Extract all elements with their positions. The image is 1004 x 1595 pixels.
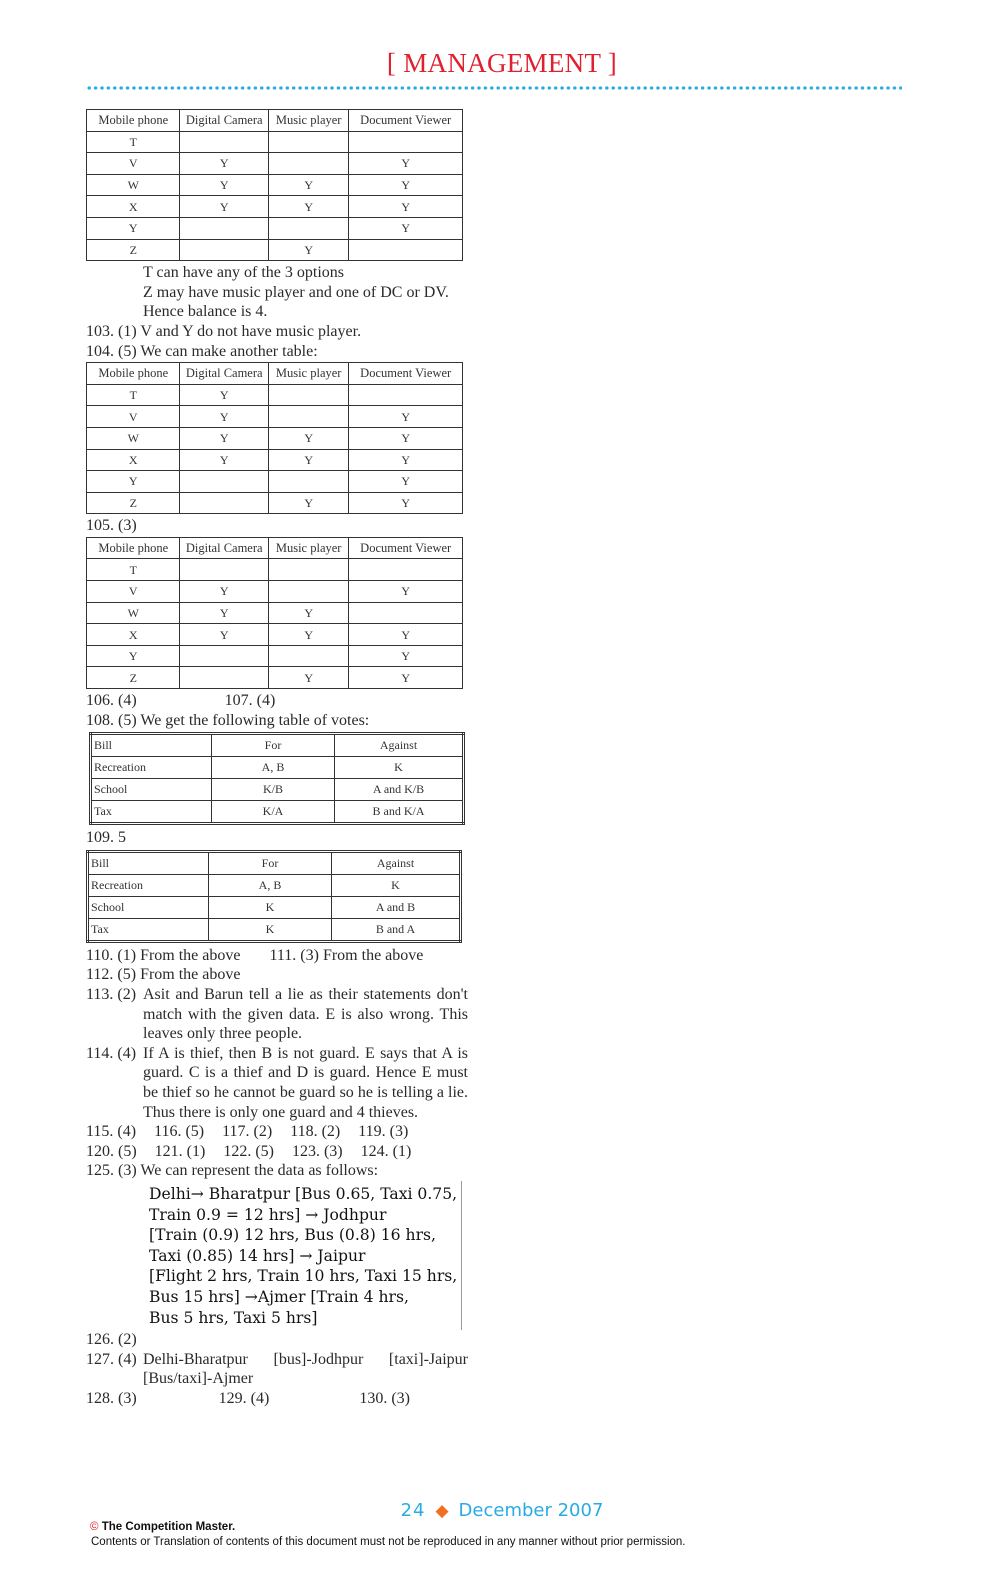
- table-cell: [349, 602, 463, 624]
- table-cell: [268, 153, 348, 175]
- table-header-cell: Document Viewer: [349, 363, 463, 385]
- copyright-line: [90, 1521, 235, 1533]
- table-cell: Y: [349, 471, 463, 493]
- answer-number: 127. (4): [86, 1350, 137, 1368]
- table-cell: K/A: [212, 801, 335, 824]
- answer-114: [86, 1044, 468, 1122]
- table-cell: [349, 559, 463, 581]
- table-cell: Y: [349, 174, 463, 196]
- table-cell: V: [87, 153, 180, 175]
- table-cell: Y: [180, 581, 268, 603]
- table-cell: [268, 581, 348, 603]
- answer-110: 110. (1) From the above: [86, 946, 241, 964]
- table-cell: T: [87, 559, 180, 581]
- table-row: [87, 384, 463, 406]
- table-cell: A, B: [212, 757, 335, 779]
- answer-122: 122. (5): [223, 1142, 274, 1160]
- table-cell: [268, 471, 348, 493]
- route-line: Bus 15 hrs] →Ajmer [Train 4 hrs,: [149, 1287, 409, 1306]
- note-line: T can have any of the 3 options: [143, 264, 344, 282]
- route-line: [Flight 2 hrs, Train 10 hrs, Taxi 15 hrs,: [149, 1267, 458, 1286]
- diamond-icon: ◆: [435, 1501, 449, 1521]
- table-header-cell: Mobile phone: [87, 363, 180, 385]
- table-header-cell: Music player: [268, 537, 348, 559]
- bill-header-cell: Against: [332, 851, 461, 874]
- table-row: [87, 239, 463, 261]
- phone-table-3: [86, 537, 463, 689]
- answer-115: 115. (4): [86, 1123, 137, 1141]
- table-cell: Recreation: [91, 757, 212, 779]
- page-footer: [0, 1500, 1004, 1521]
- answer-number: 114. (4): [86, 1044, 137, 1062]
- table-header-cell: Mobile phone: [87, 110, 180, 132]
- table-cell: Y: [349, 196, 463, 218]
- table-cell: V: [87, 406, 180, 428]
- bill-header-cell: Bill: [88, 851, 209, 874]
- table-cell: A and K/B: [335, 779, 464, 801]
- answer-106: 106. (4): [86, 692, 137, 710]
- note-line: Z may have music player and one of DC or DV.: [143, 283, 449, 301]
- table-cell: Y: [268, 196, 348, 218]
- route-line: Train 0.9 = 12 hrs] → Jodhpur: [149, 1205, 387, 1224]
- table-row: [87, 427, 463, 449]
- copyright-icon: ©: [90, 1521, 99, 1533]
- phone-table-1: [86, 109, 463, 261]
- table-cell: [349, 384, 463, 406]
- issue-date: December 2007: [458, 1500, 604, 1521]
- table-header-cell: Digital Camera: [180, 110, 268, 132]
- table-cell: W: [87, 427, 180, 449]
- note-line: Hence balance is 4.: [143, 303, 268, 321]
- table-cell: V: [87, 581, 180, 603]
- table-cell: K/B: [212, 779, 335, 801]
- table-row: [91, 779, 464, 801]
- table-cell: W: [87, 602, 180, 624]
- table-row: [87, 624, 463, 646]
- table-cell: Y: [180, 624, 268, 646]
- answer-number: 113. (2): [86, 986, 137, 1003]
- table-header-cell: Music player: [268, 363, 348, 385]
- table-row: [91, 757, 464, 779]
- table-cell: X: [87, 449, 180, 471]
- table-cell: Y: [87, 471, 180, 493]
- answer-row-115: [86, 1122, 468, 1142]
- table-cell: Y: [268, 449, 348, 471]
- table-cell: Y: [349, 406, 463, 428]
- answer-118: 118. (2): [290, 1123, 341, 1141]
- answer-row-110: [86, 946, 468, 966]
- table-cell: Y: [180, 174, 268, 196]
- table-row: [87, 131, 463, 153]
- table-cell: Y: [180, 406, 268, 428]
- table-cell: Tax: [91, 801, 212, 824]
- table-cell: [180, 667, 268, 689]
- table-cell: [180, 131, 268, 153]
- table-row: [87, 174, 463, 196]
- table-cell: [268, 384, 348, 406]
- table-cell: [268, 131, 348, 153]
- table-row: [87, 602, 463, 624]
- table-row: [87, 581, 463, 603]
- table-cell: [268, 406, 348, 428]
- table-header-cell: Music player: [268, 110, 348, 132]
- table-cell: K: [332, 874, 461, 896]
- copyright-notice: Contents or Translation of contents of this document must not be reproduced in any manner without prior permission.: [91, 1536, 686, 1548]
- table-cell: [268, 217, 348, 239]
- table-row: [87, 471, 463, 493]
- table-header-cell: Digital Camera: [180, 363, 268, 385]
- page-header-title: [ MANAGEMENT ]: [386, 48, 618, 78]
- route-box: [144, 1181, 462, 1330]
- votes-table-2: [86, 850, 462, 943]
- publisher-name: The Competition Master.: [101, 1521, 236, 1533]
- table-row: [87, 667, 463, 689]
- answer-107: 107. (4): [224, 692, 276, 710]
- table-cell: Recreation: [88, 874, 209, 896]
- table-cell: Z: [87, 239, 180, 261]
- answer-row-106: [86, 691, 468, 711]
- table-cell: K: [209, 896, 332, 918]
- answer-128: 128. (3): [86, 1389, 137, 1407]
- table-cell: Z: [87, 667, 180, 689]
- answer-text: Delhi-Bharatpur [bus]-Jodhpur [taxi]-Jaipur [Bus/taxi]-Ajmer: [143, 1350, 468, 1388]
- table-row: [88, 874, 461, 896]
- table-cell: Y: [87, 217, 180, 239]
- table-cell: [180, 217, 268, 239]
- table-cell: Y: [268, 667, 348, 689]
- table-cell: Y: [268, 602, 348, 624]
- table-cell: [180, 492, 268, 514]
- table-cell: X: [87, 624, 180, 646]
- table-cell: Y: [349, 217, 463, 239]
- answer-111: 111. (3) From the above: [269, 946, 424, 964]
- table-cell: Y: [268, 427, 348, 449]
- table-row: [87, 217, 463, 239]
- table-cell: A, B: [209, 874, 332, 896]
- table-cell: Y: [349, 492, 463, 514]
- answer-row-120: [86, 1142, 468, 1162]
- table-cell: Y: [180, 196, 268, 218]
- answer-108: 108. (5) We get the following table of votes:: [86, 711, 370, 729]
- table-row: [87, 196, 463, 218]
- table-cell: Y: [180, 427, 268, 449]
- table-cell: Y: [268, 492, 348, 514]
- table-header-cell: Mobile phone: [87, 537, 180, 559]
- table-cell: X: [87, 196, 180, 218]
- answer-105: 105. (3): [86, 517, 137, 535]
- answer-text: Asit and Barun tell a lie as their statements don't match with the given data. E is also wrong. This leaves only three people.: [143, 986, 468, 1043]
- table-cell: Y: [349, 667, 463, 689]
- table-cell: [268, 645, 348, 667]
- bill-header-cell: For: [209, 851, 332, 874]
- table-cell: Y: [180, 449, 268, 471]
- answer-119: 119. (3): [358, 1123, 409, 1141]
- table-cell: Y: [349, 449, 463, 471]
- table-cell: Y: [87, 645, 180, 667]
- answer-126: 126. (2): [86, 1331, 137, 1349]
- table-cell: Y: [349, 581, 463, 603]
- answer-121: 121. (1): [154, 1142, 206, 1160]
- table-cell: T: [87, 384, 180, 406]
- answer-103: 103. (1) V and Y do not have music player.: [86, 322, 362, 340]
- table-cell: Y: [268, 174, 348, 196]
- answer-109: 109. 5: [86, 829, 126, 847]
- table-cell: School: [88, 896, 209, 918]
- answer-113: [86, 985, 468, 1044]
- table-cell: W: [87, 174, 180, 196]
- table-cell: K: [335, 757, 464, 779]
- answer-125: 125. (3) We can represent the data as follows:: [86, 1162, 379, 1180]
- table-cell: Y: [180, 384, 268, 406]
- answer-column: [86, 108, 468, 1408]
- bill-header-cell: For: [212, 734, 335, 757]
- table-cell: Y: [180, 153, 268, 175]
- table-row: [88, 918, 461, 941]
- answer-117: 117. (2): [222, 1123, 273, 1141]
- table-cell: Y: [180, 602, 268, 624]
- answer-120: 120. (5): [86, 1142, 137, 1160]
- route-line: [Train (0.9) 12 hrs, Bus (0.8) 16 hrs,: [149, 1226, 436, 1245]
- table-cell: [180, 239, 268, 261]
- answer-112: 112. (5) From the above: [86, 966, 241, 984]
- answer-124: 124. (1): [360, 1142, 412, 1160]
- table-row: [88, 896, 461, 918]
- table-row: [87, 559, 463, 581]
- table-cell: School: [91, 779, 212, 801]
- table-cell: Y: [268, 239, 348, 261]
- route-line: Bus 5 hrs, Taxi 5 hrs]: [149, 1308, 318, 1327]
- answer-row-128: [86, 1389, 468, 1409]
- table-row: [87, 645, 463, 667]
- table-cell: [180, 645, 268, 667]
- dotted-divider: [86, 86, 902, 90]
- table-cell: Y: [349, 624, 463, 646]
- table-cell: [180, 559, 268, 581]
- table-row: [87, 492, 463, 514]
- table-header-cell: Digital Camera: [180, 537, 268, 559]
- table-cell: [180, 471, 268, 493]
- table-cell: K: [209, 918, 332, 941]
- table-cell: [349, 131, 463, 153]
- answer-129: 129. (4): [218, 1389, 270, 1407]
- phone-table-2: [86, 362, 463, 514]
- answer-123: 123. (3): [291, 1142, 343, 1160]
- table-cell: [268, 559, 348, 581]
- table-row: [91, 801, 464, 824]
- bill-header-cell: Bill: [91, 734, 212, 757]
- votes-table-1: [89, 732, 465, 825]
- answer-text: If A is thief, then B is not guard. E says that A is guard. C is a thief and D is guard. Hence E must be thief so he cannot be guard so he is telling a lie. Thus there is only one guard and 4 thieves.: [143, 1044, 468, 1121]
- table-row: [87, 153, 463, 175]
- table-cell: Z: [87, 492, 180, 514]
- bill-header-cell: Against: [335, 734, 464, 757]
- table-cell: Tax: [88, 918, 209, 941]
- table-cell: B and A: [332, 918, 461, 941]
- table-header-cell: Document Viewer: [349, 537, 463, 559]
- table-cell: Y: [349, 427, 463, 449]
- table-row: [87, 406, 463, 428]
- table-cell: T: [87, 131, 180, 153]
- table-header-cell: Document Viewer: [349, 110, 463, 132]
- answer-116: 116. (5): [154, 1123, 205, 1141]
- route-line: Delhi→ Bharatpur [Bus 0.65, Taxi 0.75,: [149, 1184, 458, 1203]
- page-number: 24: [400, 1500, 426, 1521]
- table-cell: A and B: [332, 896, 461, 918]
- route-line: Taxi (0.85) 14 hrs] → Jaipur: [149, 1246, 366, 1265]
- answer-130: 130. (3): [359, 1389, 410, 1407]
- table-cell: [349, 239, 463, 261]
- table-cell: Y: [349, 645, 463, 667]
- table-cell: B and K/A: [335, 801, 464, 824]
- table-row: [87, 449, 463, 471]
- answer-104: 104. (5) We can make another table:: [86, 342, 318, 360]
- table-cell: Y: [268, 624, 348, 646]
- table-cell: Y: [349, 153, 463, 175]
- answer-127: [86, 1350, 468, 1389]
